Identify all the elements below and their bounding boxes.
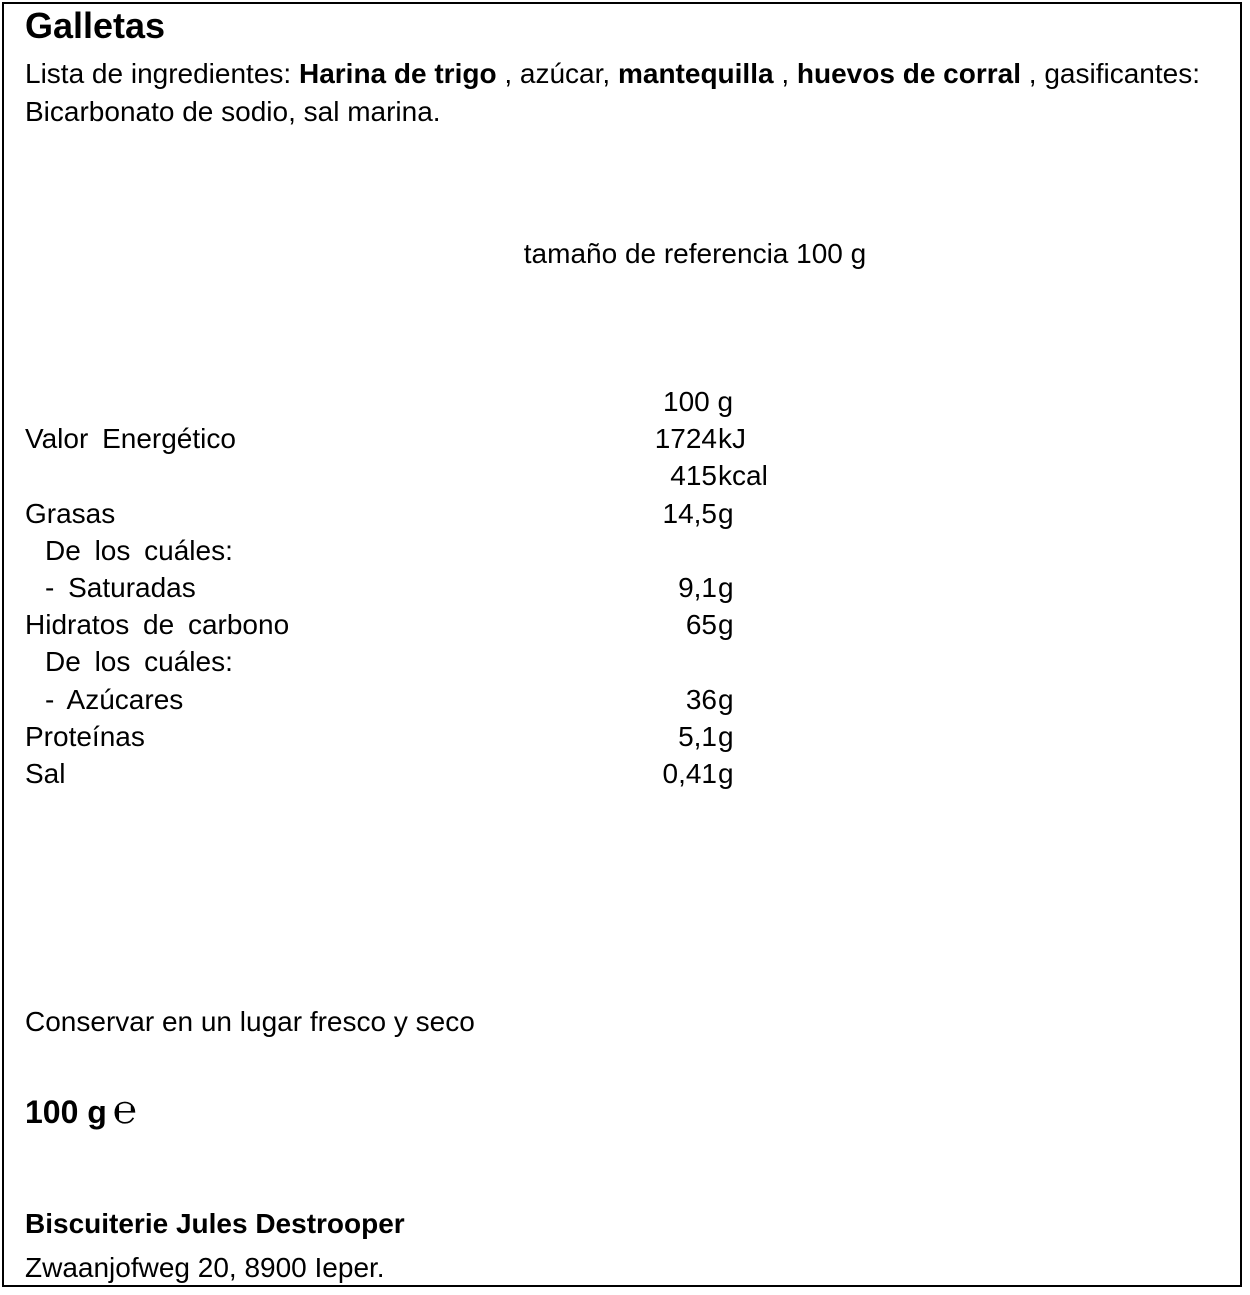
- product-title: Galletas: [25, 5, 166, 46]
- ingredient-separator: ,: [773, 58, 797, 89]
- nutrient-label: Sal: [25, 758, 66, 789]
- storage-instructions: Conservar en un lugar fresco y seco: [25, 1006, 475, 1037]
- nutrient-value: 65: [685, 609, 717, 640]
- ingredient-wheat-flour: Harina de trigo: [298, 58, 497, 89]
- nutrient-value: 36: [685, 684, 717, 715]
- nutrient-value: 1724: [654, 423, 717, 454]
- nutrient-unit: kJ: [718, 423, 746, 454]
- manufacturer-address: Zwaanjofweg 20, 8900 Ieper.: [25, 1252, 385, 1283]
- nutrient-label: - Azúcares: [45, 684, 184, 715]
- nutrient-unit: g: [718, 572, 734, 603]
- nutrient-unit: g: [718, 721, 734, 752]
- nutrition-column-header: 100 g: [663, 386, 734, 417]
- nutrient-unit: g: [718, 684, 734, 715]
- nutrient-label: - Saturadas: [45, 572, 196, 603]
- ingredient-leavening: , gasificantes: Bicarbonato de sodio, sal marina.: [25, 58, 1200, 127]
- nutrient-unit: kcal: [718, 460, 768, 491]
- nutrient-label: Grasas: [25, 498, 116, 529]
- ingredient-butter: mantequilla: [617, 58, 774, 89]
- nutrient-value: 415: [670, 460, 717, 491]
- nutrient-label: De los cuáles:: [45, 535, 233, 566]
- nutrient-unit: g: [718, 758, 734, 789]
- ingredient-sugar: , azúcar,: [496, 58, 618, 89]
- estimated-sign-icon: ℮: [112, 1087, 137, 1133]
- nutrient-value: 14,5: [662, 498, 717, 529]
- nutrient-label: Proteínas: [25, 721, 145, 752]
- nutrient-label: De los cuáles:: [45, 646, 233, 677]
- ingredient-eggs: huevos de corral: [796, 58, 1021, 89]
- net-quantity-value: 100 g: [25, 1094, 107, 1130]
- label-frame: [2, 2, 1242, 1287]
- ingredients-prefix: Lista de ingredientes:: [25, 58, 299, 89]
- nutrient-value: 0,41: [662, 758, 717, 789]
- ingredients-list: [25, 55, 1225, 131]
- nutrient-unit: g: [718, 609, 734, 640]
- reference-size: tamaño de referencia 100 g: [523, 238, 867, 269]
- nutrient-label: Valor Energético: [25, 423, 236, 454]
- nutrient-value: 9,1: [678, 572, 717, 603]
- nutrient-label: Hidratos de carbono: [25, 609, 290, 640]
- nutrient-value: 5,1: [678, 721, 717, 752]
- net-quantity: [25, 1087, 137, 1133]
- nutrient-unit: g: [718, 498, 734, 529]
- manufacturer-name: Biscuiterie Jules Destrooper: [25, 1208, 405, 1239]
